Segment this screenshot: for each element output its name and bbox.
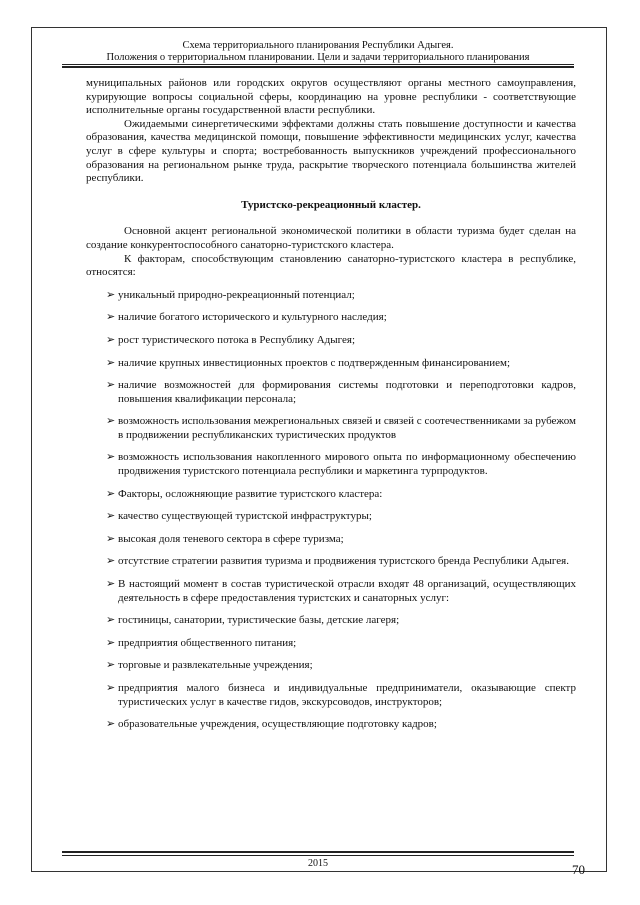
list-item <box>86 488 576 502</box>
list-item-text: наличие богатого исторического и культурного наследия; <box>118 311 387 324</box>
list-item <box>86 451 576 478</box>
arrow-bullet-icon: ➢ <box>106 451 116 464</box>
list-item-text: высокая доля теневого сектора в сфере туризма; <box>118 532 344 545</box>
list-item <box>86 379 576 406</box>
arrow-bullet-icon: ➢ <box>106 614 116 627</box>
list-item <box>86 555 576 569</box>
list-item-text: возможность использования межрегиональных связей и связей с соотечественниками за рубежом в продвижении республиканских туристических продуктов <box>118 415 576 441</box>
list-item-text: отсутствие стратегии развития туризма и продвижения туристского бренда Республики Адыгея. <box>118 555 569 568</box>
list-item-text: предприятия малого бизнеса и индивидуальные предприниматели, оказывающие спектр туристических услуг в качестве гидов, экскурсоводов, инструкторов; <box>118 682 576 708</box>
list-item-text: уникальный природно-рекреационный потенциал; <box>118 288 355 301</box>
arrow-bullet-icon: ➢ <box>106 415 116 428</box>
arrow-bullet-icon: ➢ <box>106 578 116 591</box>
footer-rule-thick <box>62 851 574 853</box>
arrow-bullet-icon: ➢ <box>106 659 116 672</box>
list-item <box>86 659 576 673</box>
list-item <box>86 682 576 709</box>
header-rule-thick <box>62 66 574 68</box>
list-item <box>86 614 576 628</box>
paragraph: муниципальных районов или городских округов осуществляют органы местного самоуправления, курирующие вопросы социальной сферы, координацию на уровне республики - соответствующие исполнительные органы государственной власти республики. <box>86 77 576 117</box>
page-number: 70 <box>572 862 585 877</box>
list-item <box>86 334 576 348</box>
section-title: Туристско-рекреационный кластер. <box>241 198 421 211</box>
list-item-text: наличие крупных инвестиционных проектов с подтвержденным финансированием; <box>118 356 511 369</box>
list-item-text: качество существующей туристской инфраструктуры; <box>118 510 372 523</box>
paragraph: К факторам, способствующим становлению санаторно-туристского кластера в республике, относятся: <box>86 252 576 279</box>
header-line-1: Схема территориального планирования Республики Адыгея. <box>182 40 454 51</box>
footer-rule <box>62 855 574 856</box>
arrow-bullet-icon: ➢ <box>106 333 116 346</box>
arrow-bullet-icon: ➢ <box>106 532 116 545</box>
paragraph: Основной акцент региональной экономической политики в области туризма будет сделан на создание конкурентоспособного санаторно-туристского кластера. <box>86 225 576 251</box>
list-item <box>86 718 576 732</box>
list-item <box>86 289 576 303</box>
bullet-list <box>86 289 576 732</box>
arrow-bullet-icon: ➢ <box>106 311 116 324</box>
footer-year: 2015 <box>308 858 328 869</box>
list-item-text: торговые и развлекательные учреждения; <box>118 659 313 672</box>
header-rule <box>62 64 574 65</box>
list-item-text: В настоящий момент в состав туристической отрасли входят 48 организаций, осуществляющих деятельность в сфере предоставления туристских и санаторных услуг: <box>118 578 576 604</box>
list-item-text: возможность использования накопленного мирового опыта по информационному обеспечению продвижения туристского потенциала республики и маркетинга турпродуктов. <box>118 451 576 478</box>
list-item <box>86 510 576 524</box>
list-item <box>86 578 576 605</box>
arrow-bullet-icon: ➢ <box>106 510 116 523</box>
arrow-bullet-icon: ➢ <box>106 682 116 694</box>
list-item <box>86 637 576 651</box>
arrow-bullet-icon: ➢ <box>106 356 116 369</box>
list-item <box>86 533 576 547</box>
arrow-bullet-icon: ➢ <box>106 487 116 500</box>
arrow-bullet-icon: ➢ <box>106 379 116 392</box>
list-item-text: Факторы, осложняющие развитие туристского кластера: <box>118 487 383 500</box>
arrow-bullet-icon: ➢ <box>106 718 116 731</box>
document-body <box>86 77 576 741</box>
list-item-text: гостиницы, санатории, туристические базы, детские лагеря; <box>118 614 400 627</box>
list-item <box>86 311 576 325</box>
list-item-text: предприятия общественного питания; <box>118 636 297 649</box>
running-header <box>62 40 574 64</box>
arrow-bullet-icon: ➢ <box>106 636 116 649</box>
paragraph: Ожидаемыми синергетическими эффектами должны стать повышение доступности и качества образования, качества медицинской помощи, повышение эффективности медицинских услуг, качества услуг в сфере культуры и спорта; востребованность выпускников учреждений профессионального образования на региональном рынке труда, раскрытие творческого потенциала большинства жителей республики. <box>86 117 576 185</box>
arrow-bullet-icon: ➢ <box>106 288 116 301</box>
list-item-text: наличие возможностей для формирования системы подготовки и переподготовки кадров, повышения квалификации персонала; <box>118 379 576 405</box>
list-item <box>86 357 576 371</box>
list-item-text: рост туристического потока в Республику Адыгея; <box>118 333 356 346</box>
list-item-text: образовательные учреждения, осуществляющие подготовку кадров; <box>118 718 437 731</box>
list-item <box>86 415 576 442</box>
arrow-bullet-icon: ➢ <box>106 555 116 568</box>
header-line-2: Положения о территориальном планировании. Цели и задачи территориального планирования <box>106 52 530 63</box>
